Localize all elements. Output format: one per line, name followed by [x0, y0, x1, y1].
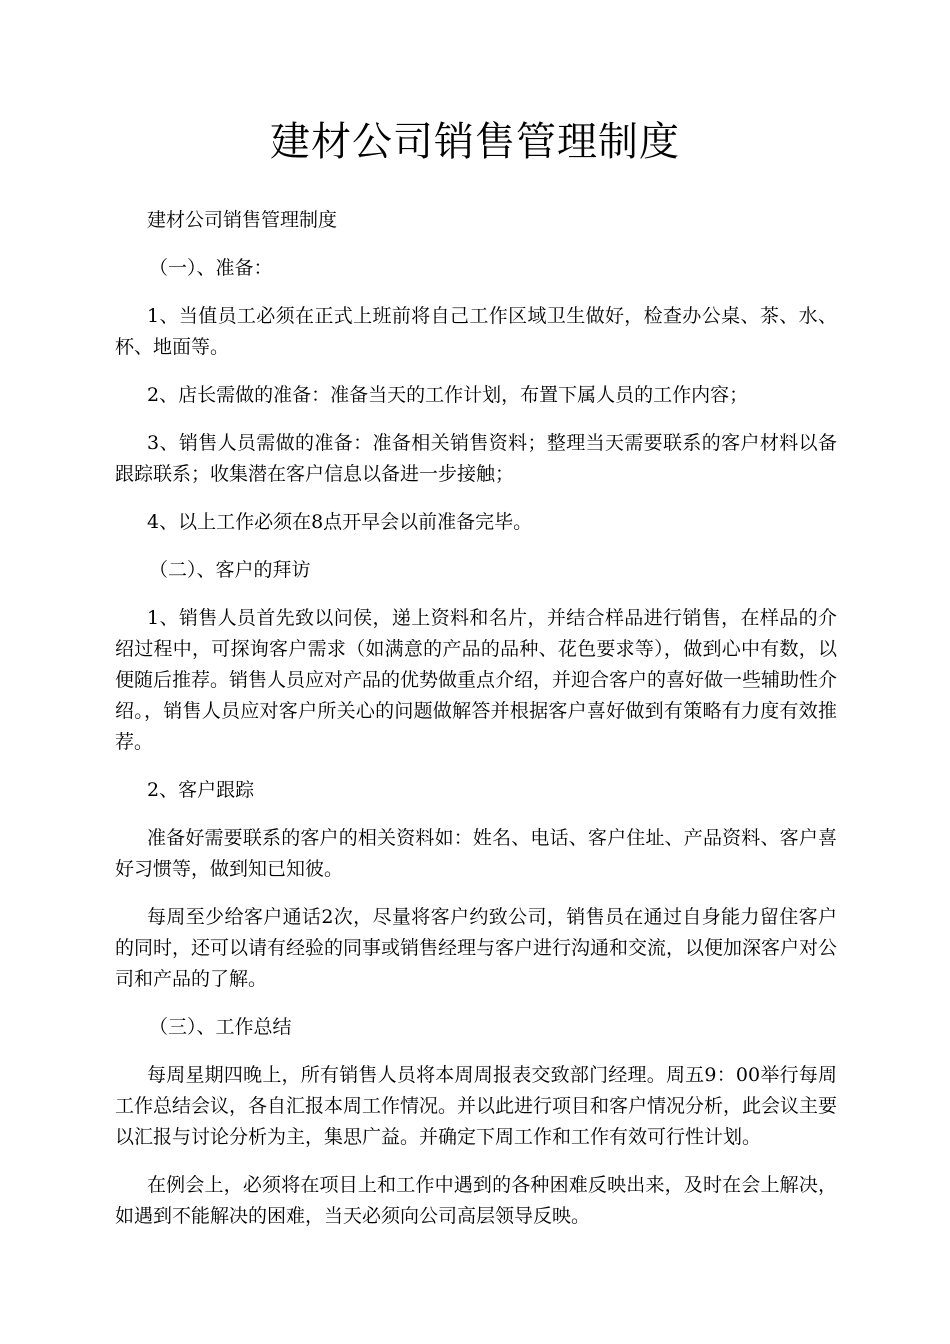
paragraph-prep-2: 2、店长需做的准备：准备当天的工作计划，布置下属人员的工作内容；: [147, 384, 749, 406]
paragraph-summary-1: 每周星期四晚上，所有销售人员将本周周报表交致部门经理。周五9：00举行每周工作总结会议，各自汇报本周工作情况。并以此进行项目和客户情况分析，此会议主要以汇报与讨论分析为主，集思广益。并确定下周工作和工作有效可行性计划。: [115, 1064, 838, 1148]
paragraph-tracking-2: 每周至少给客户通话2次，尽量将客户约致公司，销售员在通过自身能力留住客户的同时，还可以请有经验的同事或销售经理与客户进行沟通和交流，以便加深客户对公司和产品的了解。: [115, 906, 838, 990]
section-heading-customer-visit: （二）、客户的拜访: [149, 559, 311, 581]
section-heading-work-summary: （三）、工作总结: [149, 1016, 292, 1038]
document-title: 建材公司销售管理制度: [270, 119, 680, 165]
paragraph-subtitle: 建材公司销售管理制度: [147, 209, 338, 231]
paragraph-prep-1: 1、当值员工必须在正式上班前将自己工作区域卫生做好，检查办公桌、茶、水、杯、地面等。: [115, 305, 837, 358]
paragraph-prep-4: 4、以上工作必须在8点开早会以前准备完毕。: [147, 511, 533, 533]
paragraph-summary-2: 在例会上，必须将在项目上和工作中遇到的各种困难反映出来，及时在会上解决，如遇到不能解决的困难，当天必须向公司高层领导反映。: [115, 1174, 837, 1227]
paragraph-visit-1: 1、销售人员首先致以问侯，递上资料和名片，并结合样品进行销售，在样品的介绍过程中，可探询客户需求（如满意的产品的品种、花色要求等），做到心中有数，以便随后推荐。销售人员应对产品的优势做重点介绍，并迎合客户的喜好做一些辅助性介绍。，销售人员应对客户所关心的问题做解答并根据客户喜好做到有策略有力度有效推荐。: [115, 607, 838, 753]
paragraph-prep-3: 3、销售人员需做的准备：准备相关销售资料；整理当天需要联系的客户材料以备跟踪联系；收集潜在客户信息以备进一步接触；: [115, 432, 837, 485]
section-heading-preparation: （一）、准备：: [149, 257, 273, 279]
document-body: [115, 205, 837, 1249]
paragraph-tracking-1: 准备好需要联系的客户的相关资料如：姓名、电话、客户住址、产品资料、客户喜好习惯等，做到知已知彼。: [115, 827, 837, 880]
paragraph-tracking-heading: 2、客户跟踪: [147, 779, 255, 801]
